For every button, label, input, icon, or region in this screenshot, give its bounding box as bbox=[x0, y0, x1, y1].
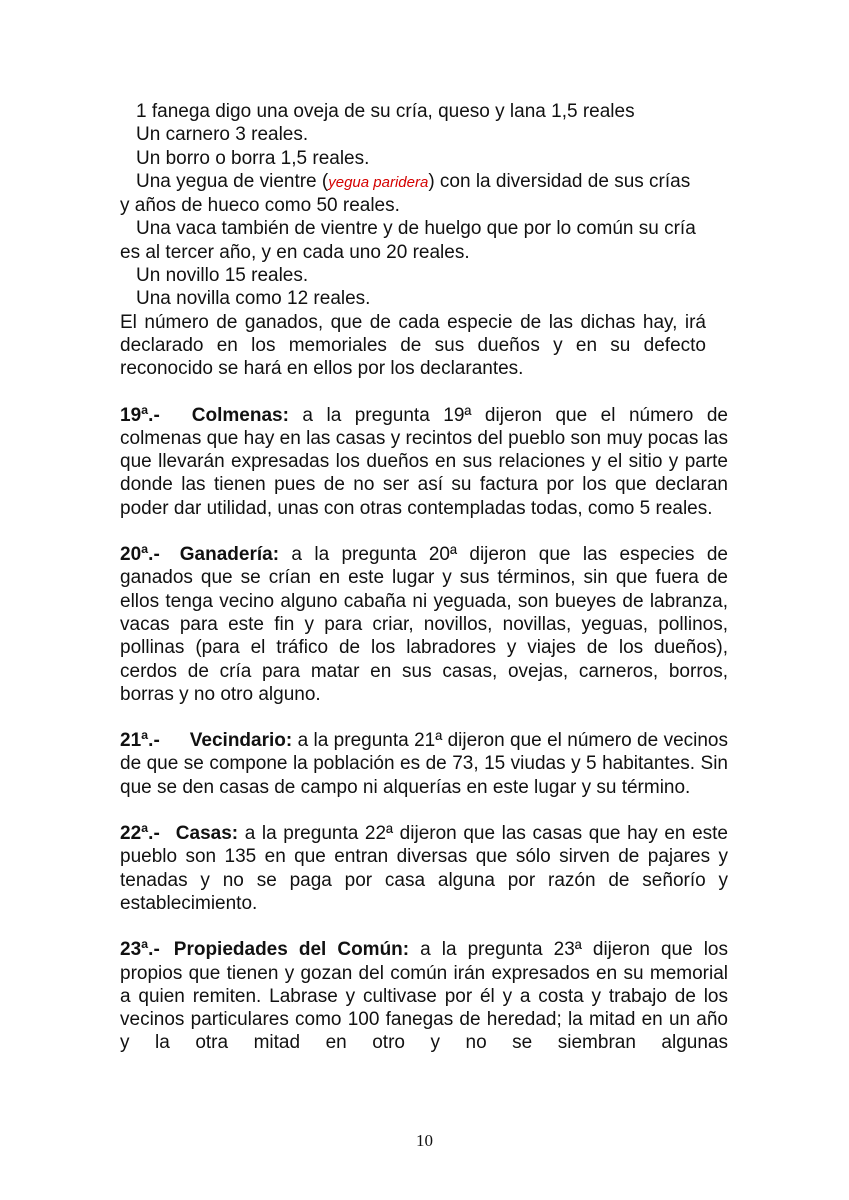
intro-line: Una vaca también de vientre y de huelgo que por lo común su cría bbox=[136, 218, 696, 240]
intro-text: ) con la diversidad de sus crías bbox=[428, 170, 691, 192]
section-number: 20ª.- bbox=[120, 544, 160, 566]
section-title: Propiedades del Común: bbox=[173, 939, 410, 961]
section-19 bbox=[120, 404, 728, 520]
section-text: a la pregunta 22ª dijeron que las casas que hay en este pueblo son 135 en que entran diversas que sólo sirven de pajares y tenadas y no se paga por casa alguna por razón de señorío y establecimiento. bbox=[120, 823, 728, 914]
intro-line: 1 fanega digo una oveja de su cría, queso y lana 1,5 reales bbox=[136, 101, 635, 122]
section-number: 22ª.- bbox=[120, 823, 160, 845]
section-23 bbox=[120, 938, 728, 1054]
section-text: a la pregunta 23ª dijeron que los propios que tienen y gozan del común irán expresados en su memorial a quien remiten. Labrase y cultivase por él y a costa y trabajo de los vecinos particulares como 100 fanegas de heredad; la mitad en un año y la otra mitad en otro y no se siembran algunas bbox=[120, 939, 728, 1054]
section-number: 23ª.- bbox=[120, 939, 160, 961]
section-text: a la pregunta 19ª dijeron que el número de colmenas que hay en las casas y recintos del pueblo son muy pocas las que llevarán expresadas los dueños en sus relaciones y el sitio y parte donde las tienen pues de no ser así su factura por los que declaran poder dar utilidad, unas con otras contempladas todas, como 5 reales. bbox=[120, 404, 728, 519]
section-21 bbox=[120, 729, 728, 799]
intro-line: Una novilla como 12 reales. bbox=[136, 288, 371, 310]
page-number: 10 bbox=[416, 1131, 433, 1150]
intro-text: Una yegua de vientre ( bbox=[136, 170, 329, 192]
section-number: 19ª.- bbox=[120, 404, 160, 426]
section-text: a la pregunta 20ª dijeron que las especies de ganados que se crían en este lugar y sus términos, sin que fuera de ellos tenga vecino alguno cabaña ni yeguada, son bueyes de labranza, vacas para este fin y para criar, novillos, novillas, yeguas, pollinos, pollinas (para el tráfico de los labradores y viajes de los dueños), cerdos de cría para matar en sus casas, ovejas, carneros, borros, borras y no otro alguno. bbox=[120, 544, 728, 705]
section-title: Colmenas: bbox=[191, 404, 289, 426]
intro-line: es al tercer año, y en cada uno 20 reales. bbox=[120, 241, 470, 263]
intro-paragraph: El número de ganados, que de cada especie de las dichas hay, irá declarado en los memoriales de sus dueños y en su defecto reconocido se hará en ellos por los declarantes. bbox=[120, 311, 706, 380]
section-title: Vecindario: bbox=[189, 730, 293, 752]
document-page bbox=[120, 100, 728, 1055]
section-title: Ganadería: bbox=[179, 544, 280, 566]
section-title: Casas: bbox=[175, 823, 239, 845]
intro-line: Un borro o borra 1,5 reales. bbox=[136, 147, 370, 169]
section-number: 21ª.- bbox=[120, 730, 160, 752]
intro-line: y años de hueco como 50 reales. bbox=[120, 195, 400, 217]
intro-line: Un carnero 3 reales. bbox=[136, 124, 309, 146]
intro-line bbox=[120, 170, 728, 194]
section-22 bbox=[120, 822, 728, 915]
section-20 bbox=[120, 543, 728, 706]
section-text: a la pregunta 21ª dijeron que el número de vecinos de que se compone la población es de 73, 15 viudas y 5 habitantes. Sin que se den casas de campo ni alquerías en este lugar y su término. bbox=[120, 730, 728, 798]
margin-note: yegua paridera bbox=[328, 173, 429, 191]
intro-line: Un novillo 15 reales. bbox=[136, 265, 309, 287]
